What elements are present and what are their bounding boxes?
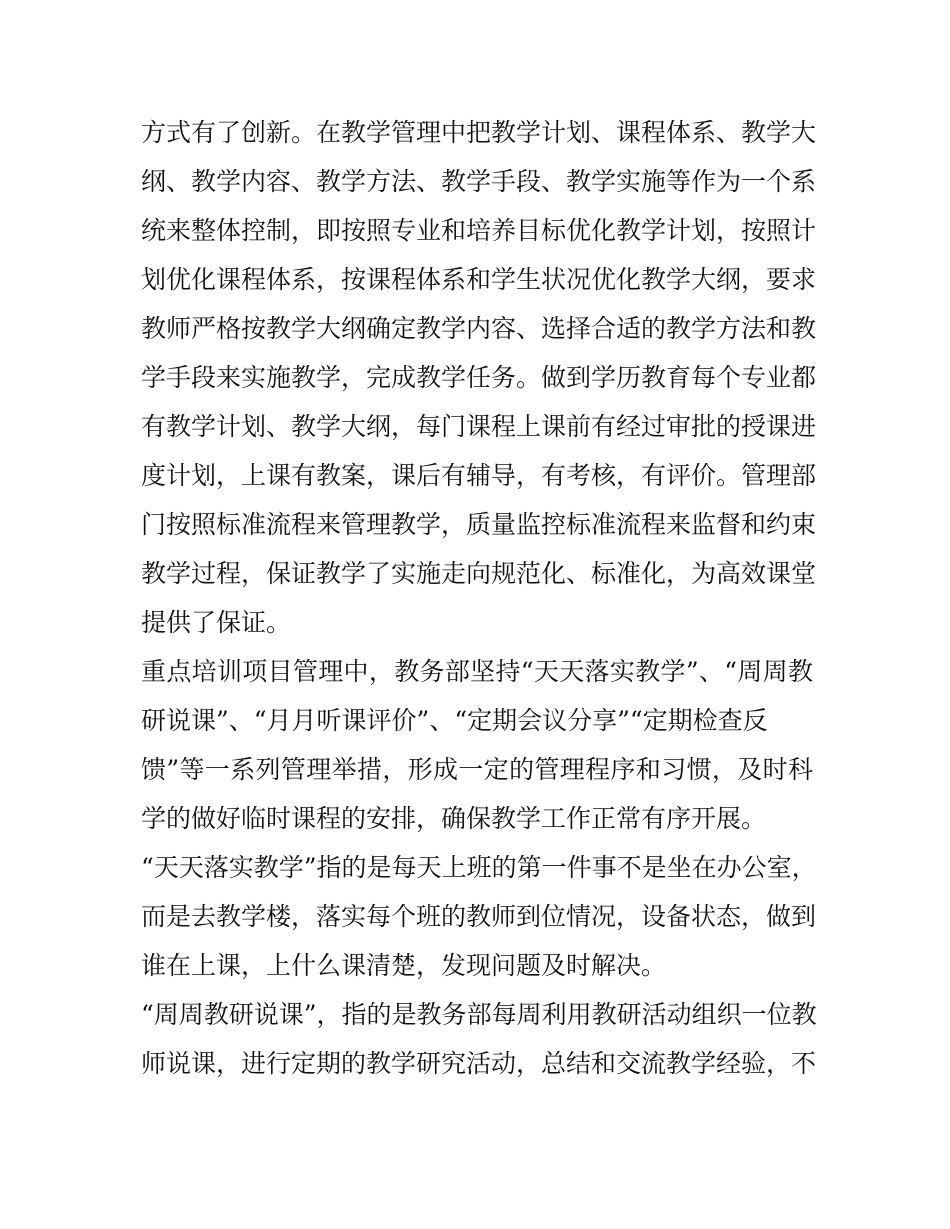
text-line-18: 谁在上课，上什么课清楚，发现问题及时解决。 [141, 951, 667, 980]
text-line-17: 而是去教学楼，落实每个班的教师到位情况，设备状态，做到 [141, 902, 817, 931]
text-line-13: 研说课”、“月月听课评价”、“定期会议分享”“定期检查反 [141, 706, 768, 735]
text-line-6: 学手段来实施教学，完成教学任务。做到学历教育每个专业都 [141, 363, 817, 392]
text-line-19: “周周教研说课”，指的是教务部每周利用教研活动组织一位教 [141, 1000, 817, 1029]
text-line-11: 提供了保证。 [141, 608, 292, 637]
text-line-3: 统来整体控制，即按照专业和培养目标优化教学计划，按照计 [141, 216, 817, 245]
text-line-14: 馈”等一系列管理举措，形成一定的管理程序和习惯，及时科 [141, 755, 813, 784]
text-line-4: 划优化课程体系，按课程体系和学生状况优化教学大纲，要求 [141, 265, 817, 294]
text-line-12: 重点培训项目管理中，教务部坚持“天天落实教学”、“周周教 [141, 657, 813, 686]
text-line-5: 教师严格按教学大纲确定教学内容、选择合适的教学方法和教 [141, 314, 817, 343]
text-line-15: 学的做好临时课程的安排，确保教学工作正常有序开展。 [141, 804, 767, 833]
text-line-10: 教学过程，保证教学了实施走向规范化、标准化，为高效课堂 [141, 559, 817, 588]
text-line-9: 门按照标准流程来管理教学，质量监控标准流程来监督和约束 [141, 510, 817, 539]
text-line-16: “天天落实教学”指的是每天上班的第一件事不是坐在办公室， [141, 853, 817, 882]
text-line-7: 有教学计划、教学大纲，每门课程上课前有经过审批的授课进 [141, 412, 817, 441]
text-line-1: 方式有了创新。在教学管理中把教学计划、课程体系、教学大 [141, 118, 817, 147]
text-line-2: 纲、教学内容、教学方法、教学手段、教学实施等作为一个系 [141, 167, 817, 196]
body-text [141, 108, 817, 1088]
text-line-8: 度计划，上课有教案，课后有辅导，有考核，有评价。管理部 [141, 461, 817, 490]
text-line-20: 师说课，进行定期的教学研究活动，总结和交流教学经验，不 [141, 1049, 817, 1078]
